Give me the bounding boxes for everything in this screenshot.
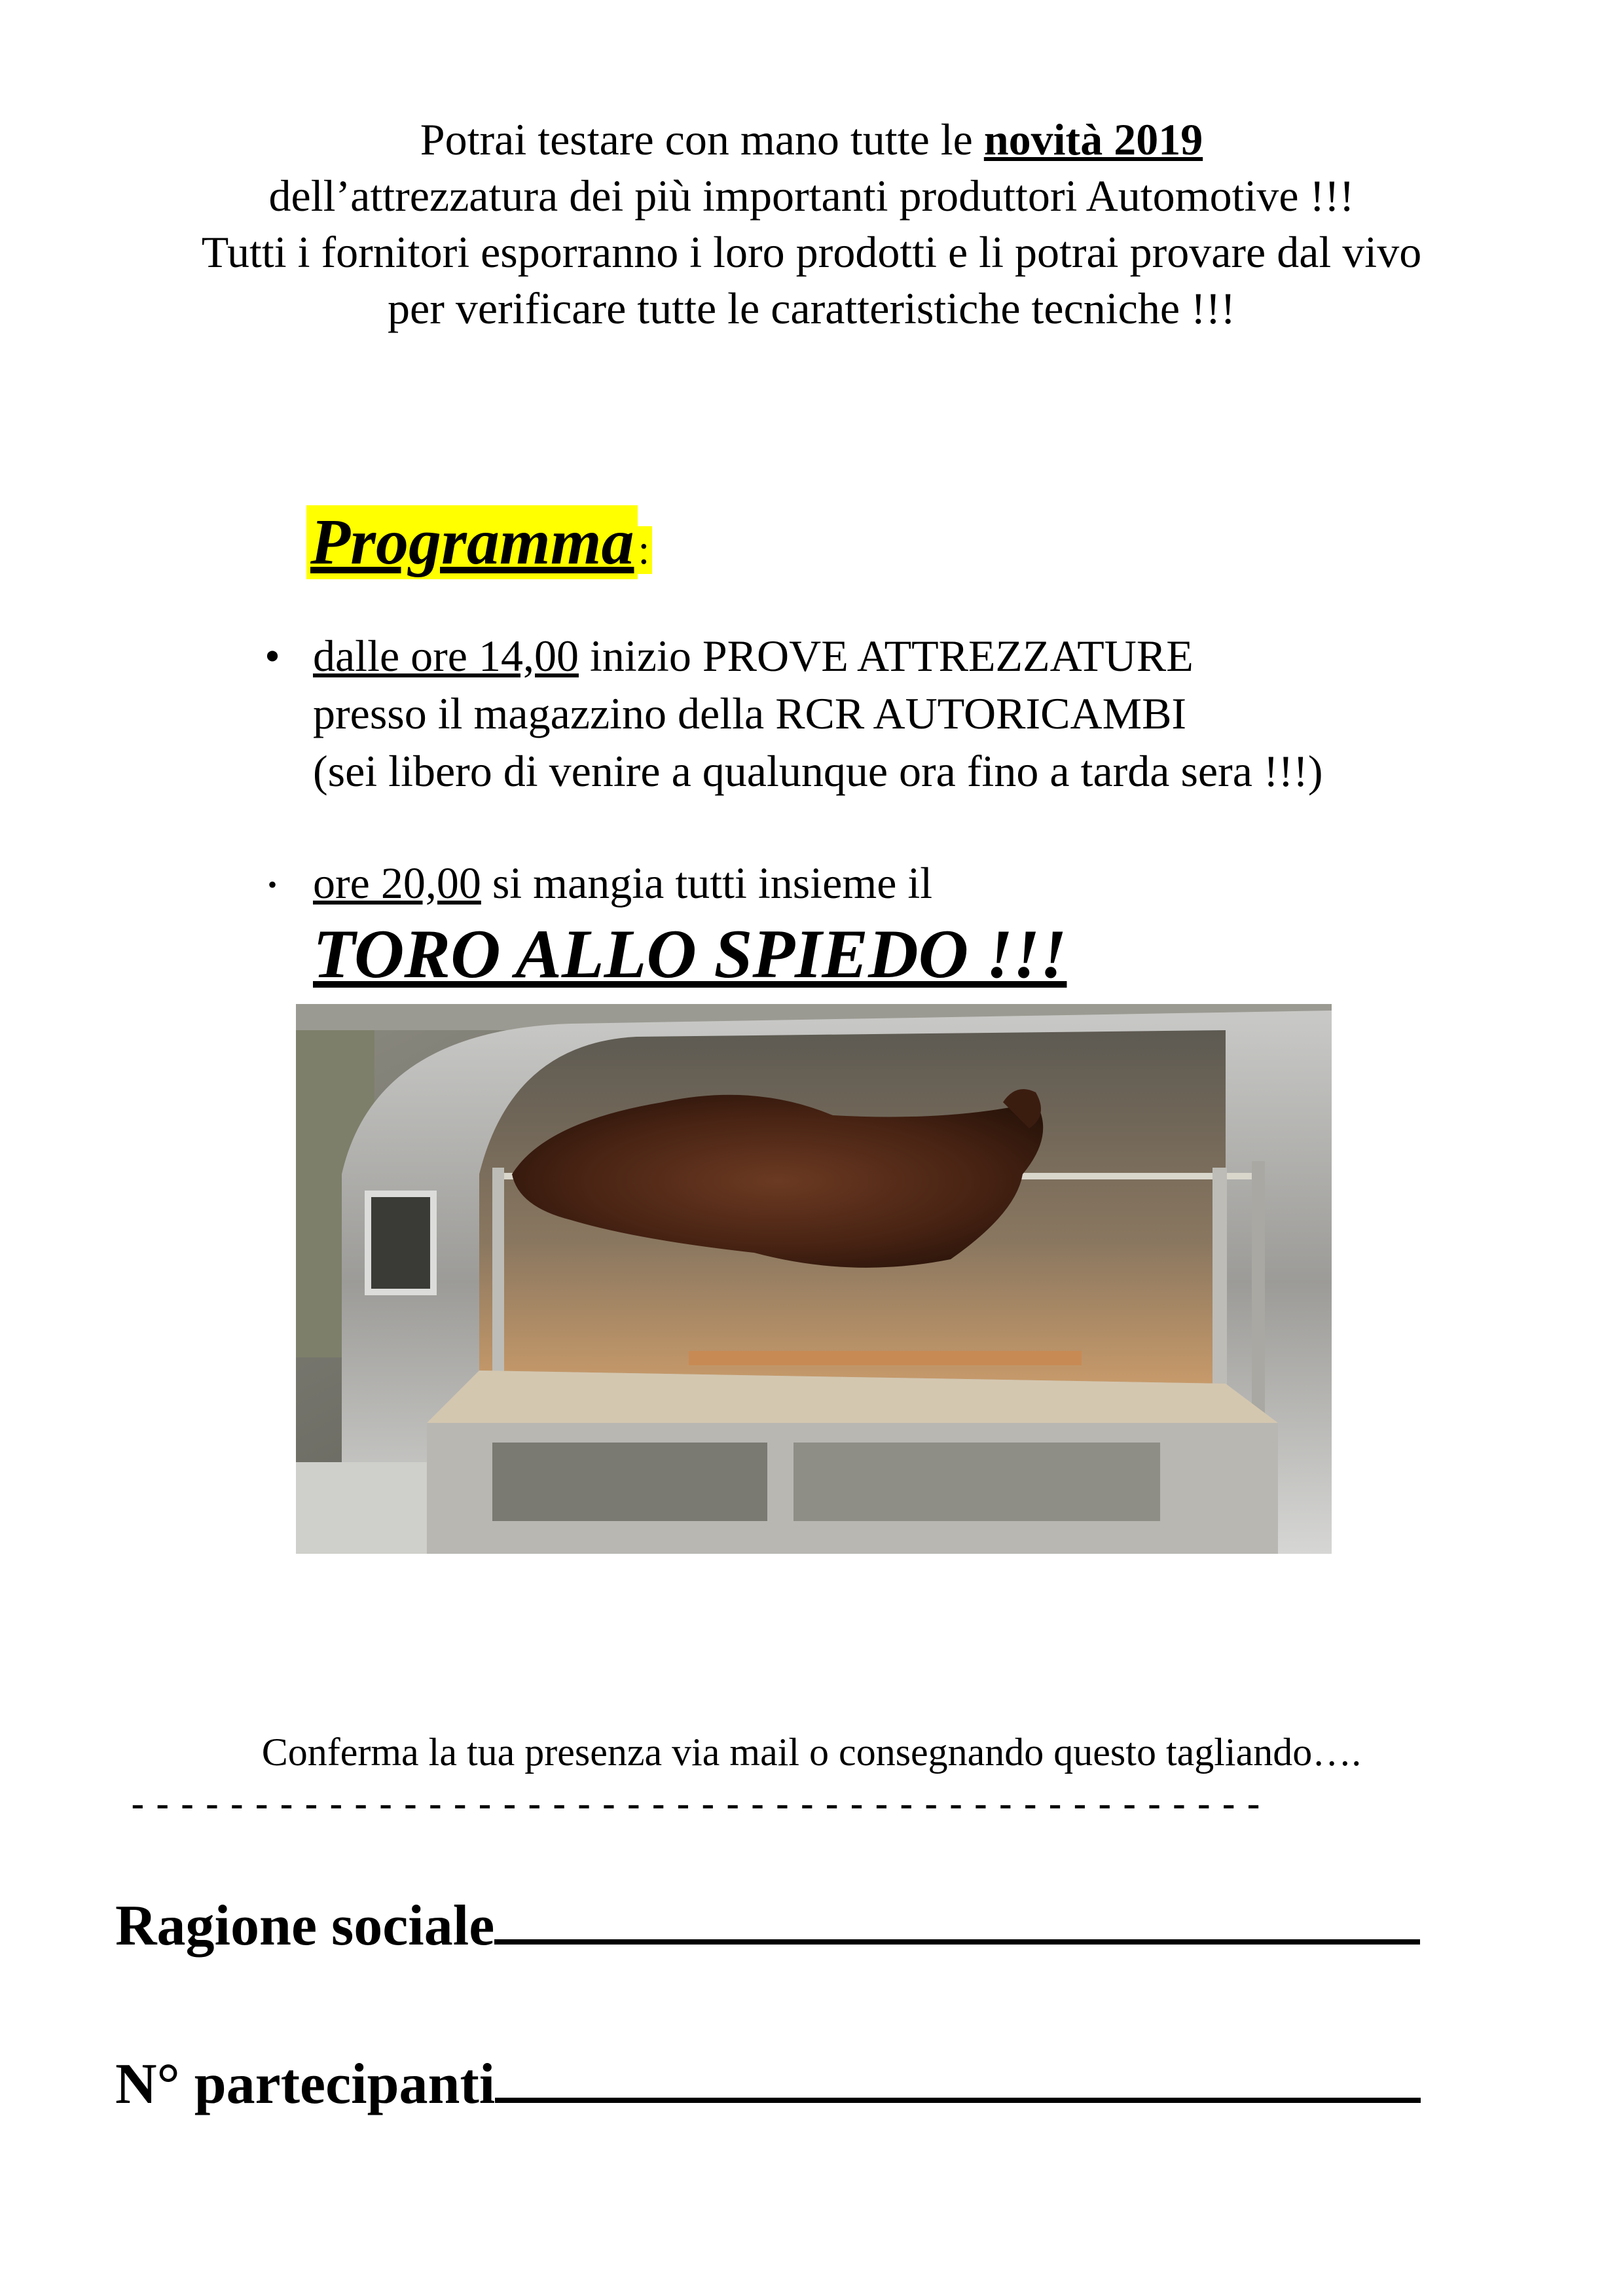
program-heading-colon: :	[638, 526, 652, 574]
company-name-field	[115, 1890, 1420, 1962]
program-heading-word: Programma	[310, 505, 634, 578]
participants-label: N° partecipanti	[115, 2053, 496, 2116]
intro-text	[0, 111, 1623, 336]
intro-line-1	[0, 111, 1623, 168]
program-item-1	[313, 627, 1323, 800]
bullet-icon: •	[264, 631, 280, 681]
company-name-blank	[494, 1893, 1420, 1945]
confirm-instruction: Conferma la tua presenza via mail o consegnando questo tagliando….	[261, 1731, 1362, 1774]
intro-line-1-text: Potrai testare con mano tutte le	[420, 115, 984, 164]
program-item-1-line2: presso il magazzino della RCR AUTORICAMBI	[313, 689, 1187, 738]
toro-allo-spiedo-headline: TORO ALLO SPIEDO !!!	[313, 916, 1067, 992]
bullet-icon: •	[267, 870, 277, 899]
program-item-1-text: inizio PROVE ATTREZZATURE	[578, 631, 1194, 681]
intro-line-3: Tutti i fornitori esporranno i loro prodotti e li potrai provare dal vivo	[201, 227, 1422, 277]
intro-line-2: dell’attrezzatura dei più importanti produttori Automotive !!!	[268, 171, 1355, 221]
participants-blank	[495, 2052, 1421, 2103]
program-item-1-line3: (sei libero di venire a qualunque ora fino a tarda sera !!!)	[313, 746, 1323, 796]
program-item-1-time: dalle ore 14,00	[313, 631, 579, 681]
intro-line-4: per verificare tutte le caratteristiche tecniche !!!	[388, 283, 1235, 333]
novita-2019-highlight: novità 2019	[983, 115, 1203, 164]
participants-field	[115, 2049, 1421, 2121]
cut-line-divider: - - - - - - - - - - - - - - - - - - - - - - - - - - - - - - - - - - - - - - - - - - - - - -	[131, 1782, 1260, 1827]
roasting-spit-photo	[296, 1004, 1332, 1554]
program-item-2-text: si mangia tutti insieme il	[481, 858, 933, 908]
program-item-2	[313, 854, 1067, 997]
program-item-2-time: ore 20,00	[313, 858, 481, 908]
program-heading	[306, 504, 652, 579]
company-name-label: Ragione sociale	[115, 1894, 495, 1958]
